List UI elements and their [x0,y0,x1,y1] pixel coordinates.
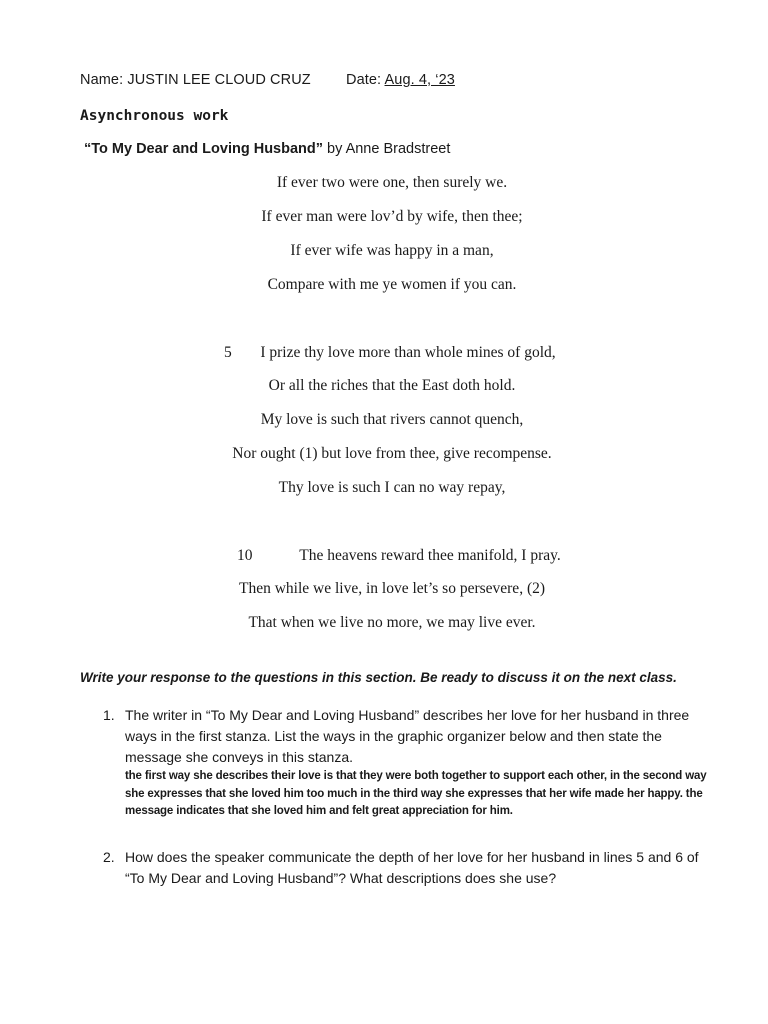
poem-line: If ever wife was happy in a man, [290,242,494,259]
poem-line: Thy love is such I can no way repay, [278,479,506,496]
poem-line: Nor ought (1) but love from thee, give recompense. [232,445,552,462]
question-number: 2. [103,849,115,865]
question-number: 1. [103,707,115,723]
name-value: JUSTIN LEE CLOUD CRUZ [127,72,311,88]
poem-line: Or all the riches that the East doth hold. [268,377,516,394]
line-number-10: 10 [237,547,253,564]
date-field [346,72,455,88]
page-heading: Asynchronous work [80,108,229,124]
poem-line: If ever two were one, then surely we. [276,174,508,191]
answer-1: the first way she describes their love is that they were both together to support each other, in the second way she expresses that she loved him too much in the third way she expresses that her wife made her happy. the message indicates that she loved him and felt great appreciation for him. [125,770,707,817]
poem-line: The heavens reward thee manifold, I pray. [299,547,561,564]
student-header [80,72,455,88]
poem-title-line [84,141,450,157]
poem-line: If ever man were lov’d by wife, then thee; [261,208,523,225]
date-value: Aug. 4, ‘23 [384,72,455,88]
question-2 [80,847,700,889]
poem-line: I prize thy love more than whole mines of gold, [260,344,556,361]
name-label: Name: [80,72,124,88]
line-number-5: 5 [224,344,232,361]
poem-line: That when we live no more, we may live ever. [248,614,536,631]
poem-line: Compare with me ye women if you can. [267,276,517,293]
poem-title: “To My Dear and Loving Husband” [84,141,323,157]
poem-line: My love is such that rivers cannot quench, [260,411,524,428]
date-label: Date: [346,72,382,88]
question-text: The writer in “To My Dear and Loving Husband” describes her love for her husband in three ways in the first stanza. List the ways in the graphic organizer below and then state the message she conveys in this stanza. [125,707,690,765]
instruction-text: Write your response to the questions in this section. Be ready to discuss it on the next class. [80,670,677,685]
question-1 [80,705,700,768]
question-text: How does the speaker communicate the depth of her love for her husband in lines 5 and 6 of “To My Dear and Loving Husband”? What descriptions does she use? [125,849,699,886]
poem-byline: by Anne Bradstreet [327,141,451,157]
poem-line: Then while we live, in love let’s so persevere, (2) [238,580,546,597]
